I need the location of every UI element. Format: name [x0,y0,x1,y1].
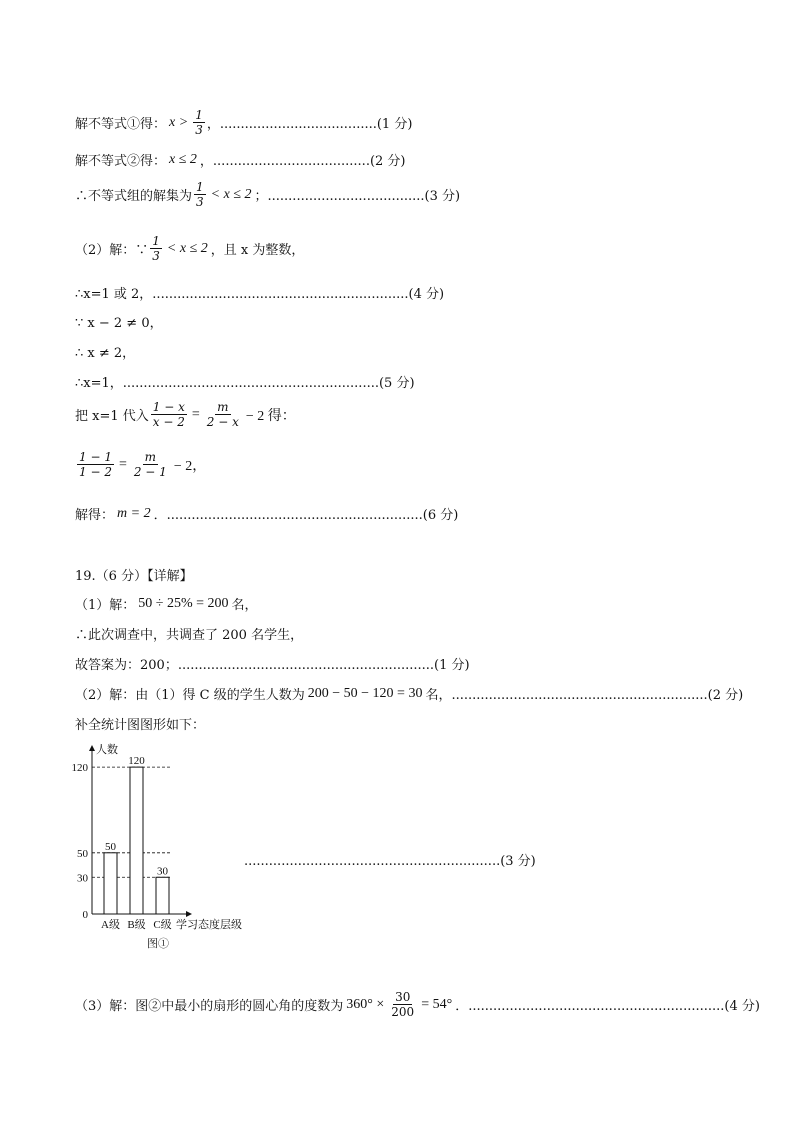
text: ．..............................................................(6 分) [153,508,459,523]
math: < x ≤ 2 [166,240,208,256]
text: ；......................................(3 分) [254,189,461,204]
data-label: 30 [157,865,168,878]
fraction: $\frac{m}{2 - x}$ [206,400,239,429]
text: ，且 x 为整数， [210,243,305,258]
line-inequality-1 [75,108,412,137]
fraction: $\frac{m}{2 - 1}$ [133,450,167,479]
bar [156,877,169,914]
q19-line-2 [75,624,303,643]
math: = 54° [421,996,453,1012]
text: 把 x=1 代入 [75,409,149,424]
math: < x ≤ 2 [210,186,252,202]
x-axis-label: 学习态度层级 [176,919,242,931]
text: 补全统计图图形如下： [75,718,206,733]
text: （3）解：图②中最小的扇形的圆心角的度数为 [75,999,344,1014]
y-tick-label: 50 [77,847,88,860]
fraction: $\frac{1 - x}{x - 2}$ [152,400,185,429]
math: x ≤ 2 [169,151,197,167]
line-x-eq-1 [75,372,415,391]
math: = [118,456,127,472]
line-x-not-2 [75,342,135,361]
text: ，......................................(2 分) [199,154,406,169]
text: ∴ x ≠ 2， [75,346,136,361]
text: （2）解：∵ [75,243,149,258]
line-inequality-2 [75,150,406,169]
text: ..............................................................(3 分) [244,854,536,869]
text: （2）解：由（1）得 C 级的学生人数为 [75,688,305,703]
text: − 2 得： [245,408,296,424]
text: ∴此次调查中，共调查了 200 名学生， [75,628,304,643]
fraction: $\frac{1}{3}$ [196,180,204,209]
text: ∴x=1，..............................................................(5 分) [75,376,415,391]
line-substituted [75,450,209,479]
math: 50 ÷ 25% = 200 [138,595,229,611]
q19-title [75,565,193,584]
q19-line-5 [75,714,205,733]
data-label: 50 [105,840,116,853]
data-label: 120 [128,755,145,768]
math: 360° × [346,996,385,1012]
category-label: C级 [153,919,172,931]
y-axis-arrow [89,745,95,751]
text: 解得： [75,508,115,523]
text: ．..............................................................(4 分) [455,999,760,1014]
q19-line-6 [75,990,760,1019]
math: x > [169,114,189,130]
text: 19.（6 分）【详解】 [75,569,193,584]
fraction: $\frac{30}{200}$ [391,990,415,1019]
x-axis-arrow [186,911,192,917]
category-label: B级 [127,919,146,931]
text: 解不等式②得： [75,154,167,169]
bar-chart [60,735,260,960]
bar [104,853,117,914]
line-x-not-2-cond [75,312,163,331]
line-m-result [75,504,458,523]
text: （1）解： [75,598,136,613]
q19-chart-score [244,850,536,869]
category-label: A级 [101,919,120,931]
text: 解不等式①得： [75,117,167,132]
fraction: $\frac{1 - 1}{1 - 2}$ [79,450,112,479]
text: ，......................................(1 分) [206,117,413,132]
math: m = 2 [117,505,151,521]
text: 名，..............................................................(2 分) [425,688,744,703]
fraction: $\frac{1}{3}$ [195,108,203,137]
math: 200 − 50 − 120 = 30 [307,685,423,701]
line-part-2 [75,234,304,263]
line-solution-set [75,180,460,209]
y-axis-label: 人数 [96,744,118,756]
math: = [191,406,200,422]
text: 故答案为：200；..............................................................(1 分) [75,658,470,673]
y-tick-label: 30 [77,872,88,885]
text: − 2， [173,458,207,474]
fraction: $\frac{1}{3}$ [152,234,160,263]
q19-line-3 [75,654,470,673]
text: ∴不等式组的解集为 [75,189,193,204]
text: ∵ x − 2 ≠ 0， [75,316,163,331]
y-tick-label: 0 [82,909,88,921]
line-substitute [75,400,299,429]
figure-caption: 图① [147,938,169,950]
q19-line-4 [75,684,743,703]
bar [130,767,143,914]
line-x-values [75,283,444,302]
text: ∴x=1 或 2，..............................................................(4 分) [75,287,445,302]
text: 名， [231,598,258,613]
y-tick-label: 120 [71,762,88,775]
q19-line-1 [75,594,258,613]
